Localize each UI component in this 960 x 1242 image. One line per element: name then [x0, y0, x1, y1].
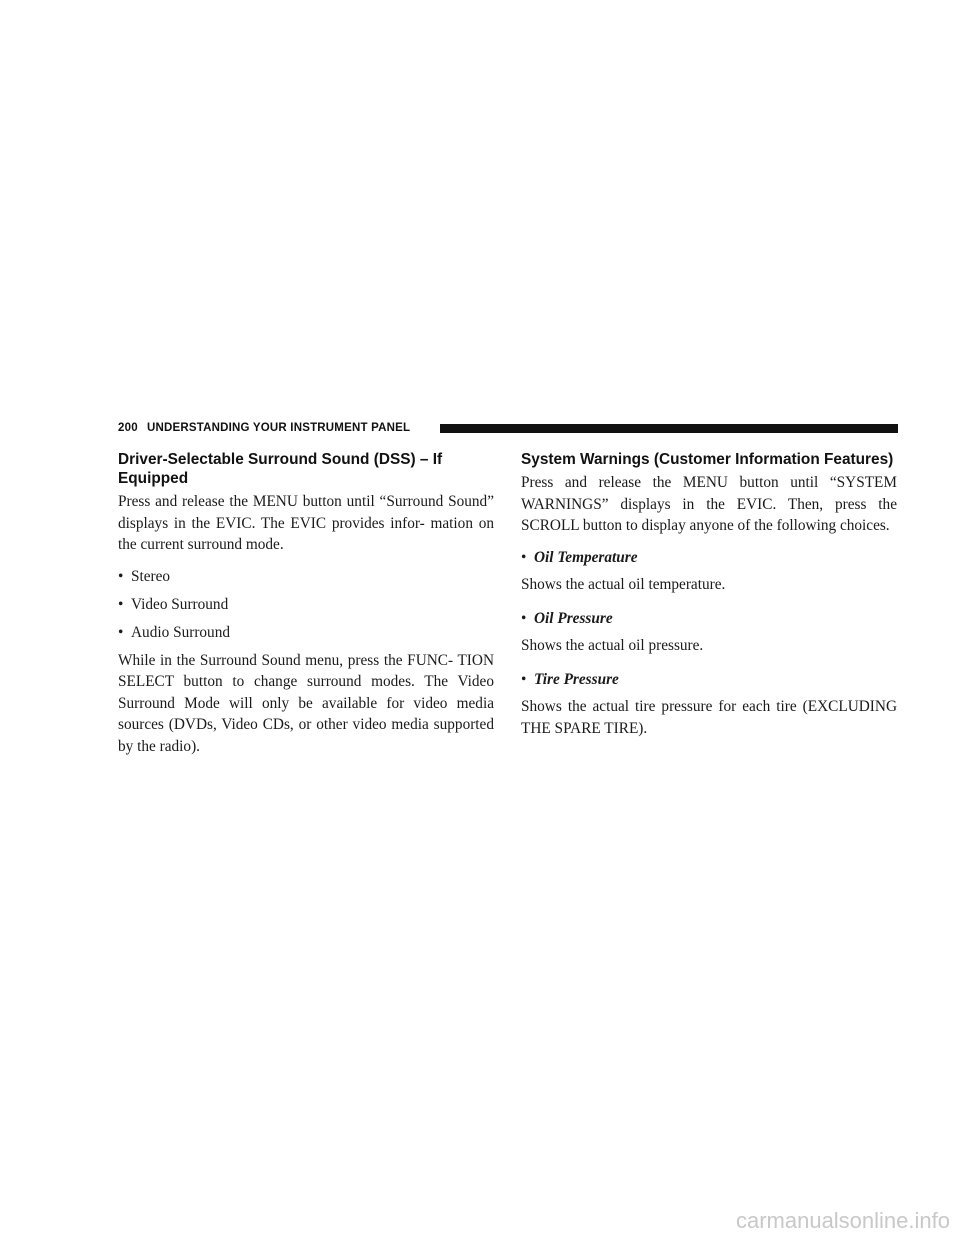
list-item — [521, 547, 897, 569]
watermark: carmanualsonline.info — [735, 1208, 950, 1233]
bullet-icon: • — [118, 567, 124, 585]
list-item-label: Video Surround — [131, 595, 229, 613]
list-item — [118, 594, 494, 616]
list-item — [118, 566, 494, 588]
list-item-description: Shows the actual oil pressure. — [521, 637, 704, 654]
list-item-description: Shows the actual oil temperature. — [521, 576, 726, 593]
list-item-label: Oil Temperature — [534, 548, 638, 566]
bullet-icon: • — [118, 623, 124, 641]
bullet-icon: • — [521, 548, 527, 566]
dss-heading: Driver-Selectable Surround Sound (DSS) – If Equipped — [118, 451, 443, 487]
dss-body: While in the Surround Sound menu, press the FUNC- TION SELECT button to change surround modes. The Video Surround Mode will only be available for video media sources (DVDs, Video CDs, or other video media supported by the radio). — [118, 651, 494, 755]
header-rule — [440, 424, 898, 433]
list-item — [118, 622, 494, 644]
right-column — [521, 450, 897, 741]
list-item — [521, 608, 897, 630]
bullet-icon: • — [118, 595, 124, 613]
system-warnings-heading: System Warnings (Customer Information Features) — [521, 451, 894, 468]
bullet-icon: • — [521, 609, 527, 627]
list-item — [521, 669, 897, 691]
left-column — [118, 450, 494, 767]
page-header — [118, 421, 898, 439]
list-item-label: Tire Pressure — [534, 670, 619, 688]
dss-intro: Press and release the MENU button until “Surround Sound” displays in the EVIC. The EVIC provides infor- mation on the current surround mode. — [118, 493, 494, 553]
list-item-label: Audio Surround — [131, 623, 231, 641]
list-item-label: Stereo — [131, 567, 171, 585]
list-item-label: Oil Pressure — [534, 609, 613, 627]
section-title: UNDERSTANDING YOUR INSTRUMENT PANEL — [147, 422, 411, 434]
page-number: 200 — [118, 422, 138, 434]
bullet-icon: • — [521, 670, 527, 688]
list-item-description: Shows the actual tire pressure for each tire (EXCLUDING THE SPARE TIRE). — [521, 698, 897, 737]
system-warnings-intro: Press and release the MENU button until “SYSTEM WARNINGS” displays in the EVIC. Then, press the SCROLL button to display anyone of the following choices. — [521, 474, 897, 534]
